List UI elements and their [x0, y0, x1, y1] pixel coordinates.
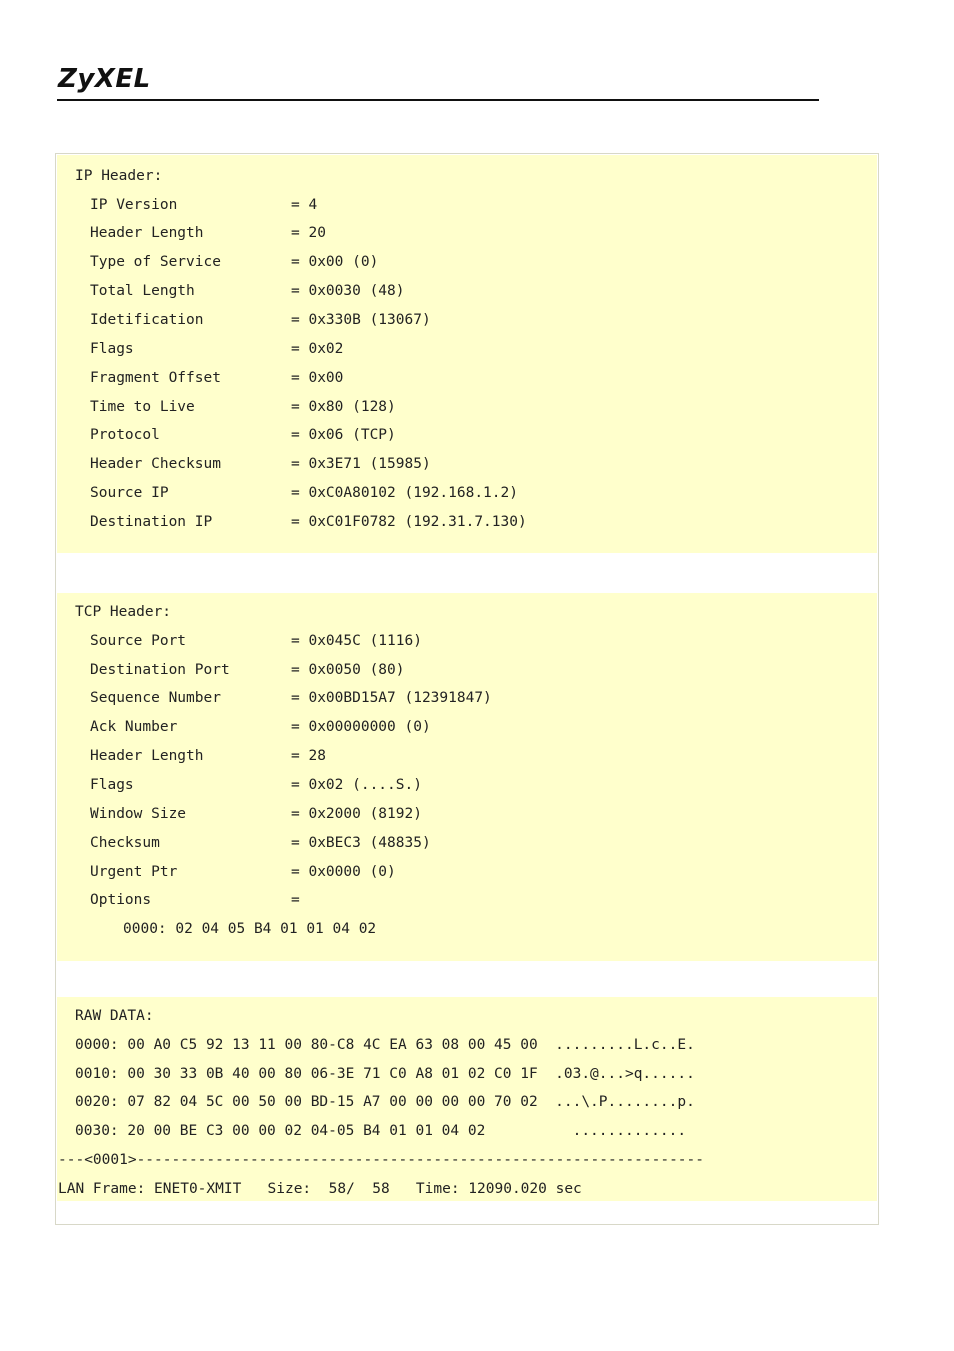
tcp-field-value: = 0xBEC3 (48835)	[291, 835, 431, 851]
ip-field-value: = 0x00 (0)	[291, 254, 379, 270]
raw-data-row: 0020: 07 82 04 5C 00 50 00 BD-15 A7 00 00 00 00 70 02 ...\.P........p.	[75, 1094, 695, 1110]
tcp-field-label: Flags	[90, 777, 134, 793]
ip-field-value: = 0x00	[291, 370, 344, 386]
tcp-field-label: Source Port	[90, 633, 187, 649]
ip-field-value: = 0xC0A80102 (192.168.1.2)	[291, 485, 518, 501]
raw-data-row: 0010: 00 30 33 0B 40 00 80 06-3E 71 C0 A8 01 02 C0 1F .03.@...>q......	[75, 1066, 695, 1082]
tcp-field-label: Checksum	[90, 835, 160, 851]
ip-field-value: = 0xC01F0782 (192.31.7.130)	[291, 514, 527, 530]
tcp-field-value: = 0x045C (1116)	[291, 633, 422, 649]
ip-field-label: Type of Service	[90, 254, 221, 270]
ip-field-value: = 4	[291, 197, 318, 213]
ip-field-value: = 0x80 (128)	[291, 399, 396, 415]
tcp-field-label: Options	[90, 892, 152, 908]
tcp-field-label: Ack Number	[90, 719, 178, 735]
ip-field-label: Fragment Offset	[90, 370, 221, 386]
ip-header-block	[57, 155, 877, 553]
ip-field-label: Total Length	[90, 283, 195, 299]
ip-header-title: IP Header:	[75, 168, 163, 184]
tcp-field-value: = 0x0000 (0)	[291, 864, 396, 880]
tcp-field-label: Header Length	[90, 748, 204, 764]
ip-field-label: Destination IP	[90, 514, 213, 530]
tcp-field-value: = 0x2000 (8192)	[291, 806, 422, 822]
ip-field-label: Header Checksum	[90, 456, 221, 472]
tcp-field-label: Sequence Number	[90, 690, 221, 706]
ip-field-label: Idetification	[90, 312, 204, 328]
tcp-header-block	[57, 593, 877, 961]
ip-field-label: Source IP	[90, 485, 169, 501]
packet-trace-panel	[55, 153, 879, 1225]
tcp-field-value: = 0x0050 (80)	[291, 662, 405, 678]
raw-data-title: RAW DATA:	[75, 1008, 154, 1024]
raw-data-block	[57, 997, 877, 1201]
ip-field-label: Flags	[90, 341, 134, 357]
tcp-field-value: = 28	[291, 748, 326, 764]
raw-data-row: 0030: 20 00 BE C3 00 00 02 04-05 B4 01 01 04 02 .............	[75, 1123, 687, 1139]
ip-field-value: = 20	[291, 225, 326, 241]
tcp-field-label: Window Size	[90, 806, 187, 822]
ip-field-value: = 0x330B (13067)	[291, 312, 431, 328]
tcp-field-label: Urgent Ptr	[90, 864, 178, 880]
ip-field-label: Time to Live	[90, 399, 195, 415]
ip-field-value: = 0x02	[291, 341, 344, 357]
tcp-field-value: = 0x00000000 (0)	[291, 719, 431, 735]
header-rule	[57, 99, 819, 101]
tcp-header-title: TCP Header:	[75, 604, 172, 620]
ip-field-value: = 0x3E71 (15985)	[291, 456, 431, 472]
tcp-field-value: = 0x00BD15A7 (12391847)	[291, 690, 492, 706]
tcp-field-label: Destination Port	[90, 662, 230, 678]
tcp-field-value: =	[291, 892, 300, 908]
ip-field-value: = 0x0030 (48)	[291, 283, 405, 299]
raw-data-row: 0000: 00 A0 C5 92 13 11 00 80-C8 4C EA 63 08 00 45 00 .........L.c..E.	[75, 1037, 695, 1053]
ip-field-label: Header Length	[90, 225, 204, 241]
ip-field-label: Protocol	[90, 427, 160, 443]
frame-summary: LAN Frame: ENET0-XMIT Size: 58/ 58 Time: 12090.020 sec	[58, 1181, 582, 1197]
ip-field-label: IP Version	[90, 197, 178, 213]
tcp-field-value: = 0x02 (....S.)	[291, 777, 422, 793]
ip-field-value: = 0x06 (TCP)	[291, 427, 396, 443]
frame-separator: ---<0001>-----------------------------------------------------------------	[58, 1152, 705, 1168]
zyxel-logo: ZyXEL	[58, 64, 151, 94]
tcp-options-data: 0000: 02 04 05 B4 01 01 04 02	[123, 921, 377, 937]
